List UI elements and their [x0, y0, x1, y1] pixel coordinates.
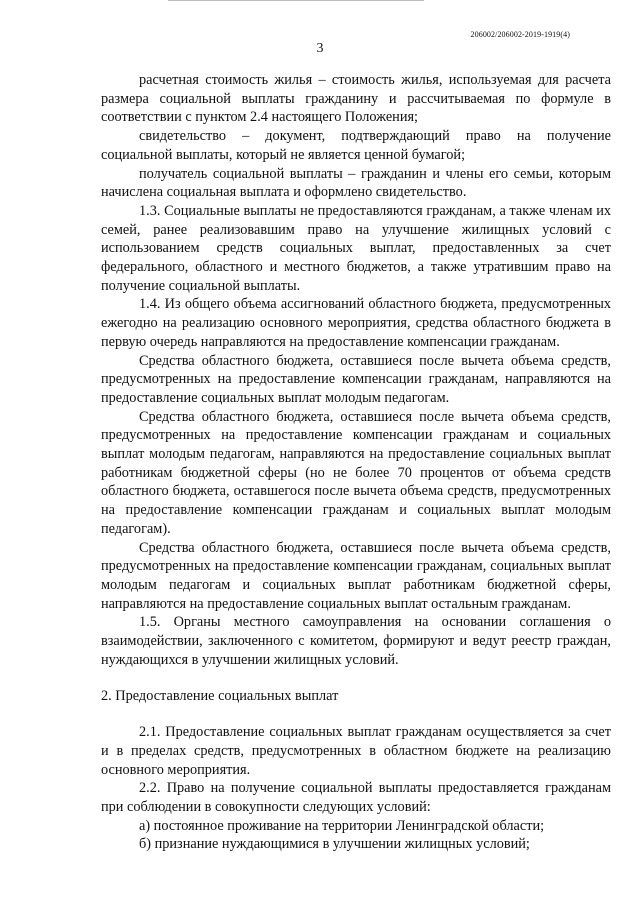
paragraph-definition-recipient: получатель социальной выплаты – гражданин и члены его семьи, которым начислена социальная выплата и оформлено свидетельство. [101, 165, 611, 201]
section-heading: 2. Предоставление социальных выплат [101, 687, 339, 704]
paragraph-1-5: 1.5. Органы местного самоуправления на основании соглашения о взаимодействии, заключенного с комитетом, формируют и ведут реестр граждан, нуждающихся в улучшении жилищных условий. [101, 614, 611, 668]
top-divider [168, 0, 424, 1]
list-item-a: а) постоянное проживание на территории Ленинградской области; [139, 817, 545, 834]
paragraph-definition-housing-cost: расчетная стоимость жилья – стоимость жилья, используемая для расчета размера социальной выплаты гражданину и рассчитываемая по формуле в соответствии с пунктом 2.4 настоящего Положения; [101, 72, 611, 126]
list-item-b: б) признание нуждающимися в улучшении жилищных условий; [139, 836, 530, 853]
document-code: 206002/206002-2019-1919(4) [470, 30, 570, 39]
paragraph-definition-certificate: свидетельство – документ, подтверждающий право на получение социальной выплаты, который не является ценной бумагой; [101, 128, 611, 163]
paragraph-2-2: 2.2. Право на получение социальной выплаты предоставляется гражданам при соблюдении в совокупности следующих условий: [101, 780, 611, 816]
paragraph-2-1: 2.1. Предоставление социальных выплат гражданам осуществляется за счет и в пределах средств, предусмотренных в областном бюджете на реализацию основного мероприятия. [101, 724, 611, 778]
page-number: 3 [316, 41, 324, 56]
paragraph-1-4: 1.4. Из общего объема ассигнований областного бюджета, предусмотренных ежегодно на реализацию основного мероприятия, средства областного бюджета в первую очередь направляются на предоставление компенсации гражданам. [101, 296, 611, 350]
document-body [101, 71, 611, 854]
paragraph-funds-other-citizens: Средства областного бюджета, оставшиеся после вычета объема средств, предусмотренных на предоставление компенсации гражданам, социальных выплат молодым педагогам и социальных выплат работникам бюджетной сферы, направляются на предоставление социальных выплат остальным гражданам. [101, 539, 611, 612]
paragraph-funds-young-teachers: Средства областного бюджета, оставшиеся после вычета объема средств, предусмотренных на предоставление компенсации гражданам, направляются на предоставление социальных выплат молодым педагогам. [101, 352, 611, 406]
paragraph-1-3: 1.3. Социальные выплаты не предоставляются гражданам, а также членам их семей, ранее реализовавшим право на улучшение жилищных условий с использованием средств социальных выплат, предоставленных за счет федерального, областного и местного бюджетов, а также утратившим право на получение социальной выплаты. [101, 202, 611, 294]
paragraph-funds-public-sector: Средства областного бюджета, оставшиеся после вычета объема средств, предусмотренных на предоставление компенсации гражданам и социальных выплат молодым педагогам, направляются на предоставление социальных выплат работникам бюджетной сферы (но не более 70 процентов от объема средств областного бюджета, оставшегося после вычета объема средств, предусмотренных на предоставление компенсации гражданам и социальных выплат молодым педагогам). [101, 408, 611, 537]
